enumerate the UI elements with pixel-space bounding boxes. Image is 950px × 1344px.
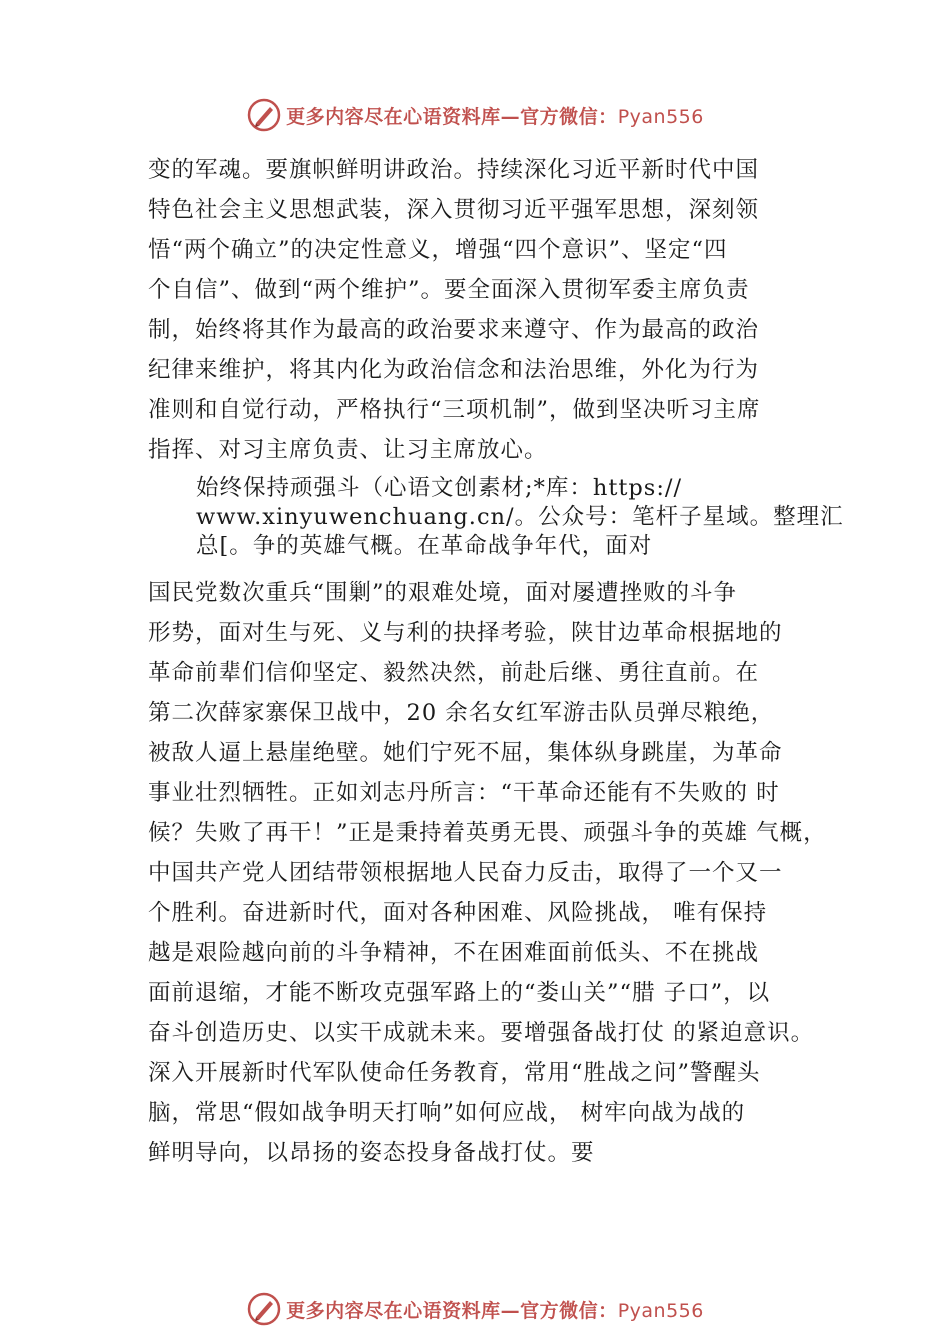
banner-title-text: 更多内容尽在心语资料库 — [286, 1299, 501, 1322]
paragraph-2 — [148, 474, 848, 561]
text-line: 中国共产党人团结带领根据地人民奋力反击，取得了一个又一 — [148, 860, 783, 886]
text-line: 面前退缩，才能不断攻克强军路上的“娄山关”“腊 子口”，以 — [148, 980, 771, 1006]
banner-title-text: 更多内容尽在心语资料库 — [286, 105, 501, 128]
text-line: 总[。争的英雄气概。在革命战争年代，面对 — [196, 533, 653, 559]
text-line: 事业壮烈牺牲。正如刘志丹所言：“干革命还能有不失败的 时 — [148, 780, 780, 806]
text-line: www.xinyuwenchuang.cn/。公众号：笔杆子星域。整理汇 — [196, 504, 844, 530]
text-line: 候？失败了再干！”正是秉持着英勇无畏、顽强斗争的英雄 气概， — [148, 820, 827, 846]
text-line: 深入开展新时代军队使命任务教育，常用“胜战之问”警醒头 — [148, 1060, 761, 1086]
text-line: 纪律来维护，将其内化为政治信念和法治思维，外化为行为 — [148, 357, 760, 383]
text-line: 越是艰险越向前的斗争精神，不在困难面前低头、不在挑战 — [148, 940, 760, 966]
text-line: 鲜明导向，以昂扬的姿态投身备战打仗。要 — [148, 1140, 595, 1166]
footer-banner — [0, 1289, 950, 1329]
text-line: 国民党数次重兵“围剿”的艰难处境，面对屡遭挫败的斗争 — [148, 580, 738, 606]
banner-title — [286, 1296, 704, 1323]
text-line: 第二次薛家寨保卫战中，20 余名女红军游击队员弹尽粮绝， — [148, 700, 775, 726]
text-line: 个胜利。奋进新时代，面对各种困难、风险挑战， 唯有保持 — [148, 900, 768, 926]
paragraph-1 — [148, 150, 848, 470]
text-line: 制，始终将其作为最高的政治要求来遵守、作为最高的政治 — [148, 317, 760, 343]
pen-logo-icon — [246, 1291, 282, 1327]
text-line: 准则和自觉行动，严格执行“三项机制”，做到坚决听习主席 — [148, 397, 761, 423]
paragraph-3 — [148, 573, 848, 1173]
text-line: 奋斗创造历史、以实干成就未来。要增强备战打仗 的紧迫意识。 — [148, 1020, 815, 1046]
text-line: 变的军魂。要旗帜鲜明讲政治。持续深化习近平新时代中国 — [148, 157, 760, 183]
document-body — [148, 150, 848, 1173]
text-line: 革命前辈们信仰坚定、毅然决然，前赴后继、勇往直前。在 — [148, 660, 760, 686]
header-banner — [0, 95, 950, 135]
text-line: 被敌人逼上悬崖绝壁。她们宁死不屈，集体纵身跳崖，为革命 — [148, 740, 783, 766]
pen-logo-icon — [246, 97, 282, 133]
banner-title — [286, 102, 704, 129]
banner-separator: —官方微信： — [500, 1299, 618, 1322]
text-line: 脑，常思“假如战争明天打响”如何应战， 树牢向战为战的 — [148, 1100, 746, 1126]
text-line: 个自信”、做到“两个维护”。要全面深入贯彻军委主席负责 — [148, 277, 750, 303]
text-line: 始终保持顽强斗（心语文创素材;*库：https:// — [196, 475, 683, 501]
banner-wechat-id: Pyan556 — [617, 1299, 704, 1322]
banner-wechat-id: Pyan556 — [617, 105, 704, 128]
banner-separator: —官方微信： — [500, 105, 618, 128]
text-line: 形势，面对生与死、义与利的抉择考验，陕甘边革命根据地的 — [148, 620, 783, 646]
text-line: 特色社会主义思想武装，深入贯彻习近平强军思想，深刻领 — [148, 197, 760, 223]
text-line: 指挥、对习主席负责、让习主席放心。 — [148, 437, 548, 463]
text-line: 悟“两个确立”的决定性意义，增强“四个意识”、坚定“四 — [148, 237, 728, 263]
